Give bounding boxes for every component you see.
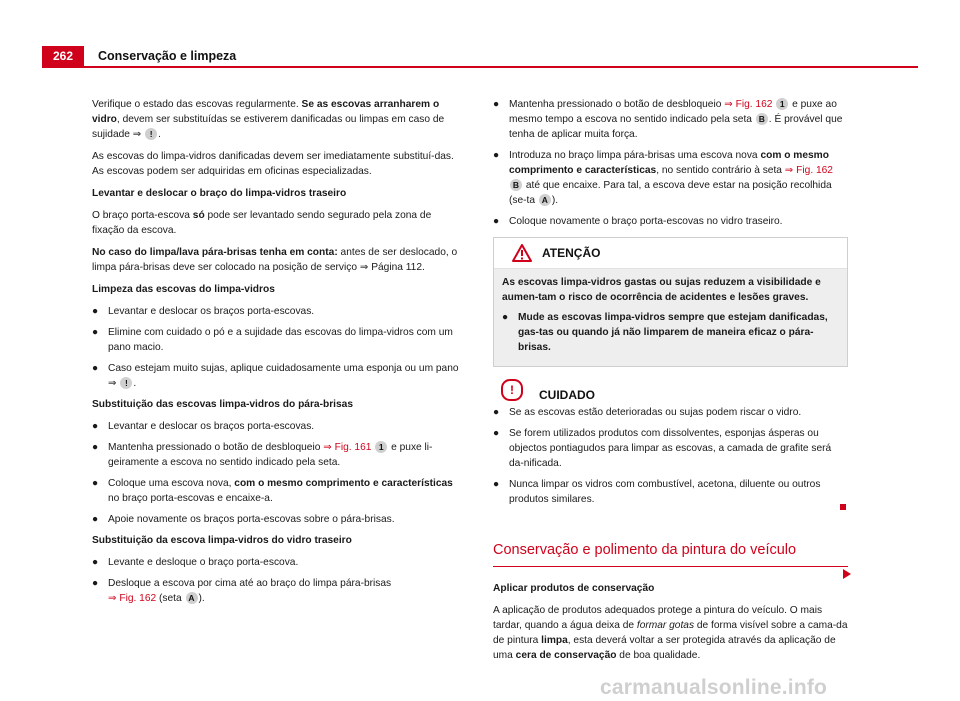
list-item: ● Levante e desloque o braço porta-escova.: [92, 557, 299, 568]
list-item: ● Levantar e deslocar os braços porta-escovas.: [92, 421, 315, 432]
caution-ref-icon[interactable]: !: [145, 128, 157, 140]
bullet-icon: ●: [493, 407, 500, 418]
warning-text: As escovas limpa-vidros gastas ou sujas reduzem a visibilidade e aumen-tam o risco de ocorrência de acidentes e lesões graves.: [502, 277, 821, 303]
bullet-icon: ●: [92, 421, 99, 432]
continue-arrow-icon: [843, 569, 851, 579]
bullet-icon: ●: [92, 557, 99, 568]
list-item: ● Coloque novamente o braço porta-escovas no vidro traseiro.: [493, 216, 783, 227]
list-item: ● Levantar e deslocar os braços porta-escovas.: [92, 306, 315, 317]
header-divider: [42, 66, 918, 68]
callout-letter: B: [510, 179, 522, 191]
paragraph: A aplicação de produtos adequados protege a pintura do veículo. O mais tardar, quando a água deixa de formar gotas de forma visível sobre a cama-da de pintura limpa, esta deverá voltar a ser protegida através da aplicação de uma cera de conservação de boa qualidade.: [493, 605, 848, 661]
bullet-icon: ●: [92, 514, 99, 525]
left-column: [92, 97, 464, 612]
list-item: ● Nunca limpar os vidros com combustível, acetona, diluente ou outros produtos similares.: [493, 479, 821, 505]
figure-link[interactable]: ⇒ Fig. 162: [784, 165, 833, 176]
paragraph: Verifique o estado das escovas regularmente. Se as escovas arranharem o vidro, devem ser substituídas se estiverem danificadas ou limpas em caso de sujidade ⇒ ! .: [92, 99, 445, 140]
bullet-icon: ●: [502, 312, 509, 323]
caution-icon: !: [501, 379, 523, 401]
caution-ref-icon[interactable]: !: [120, 377, 132, 389]
bullet-icon: ●: [92, 442, 99, 453]
warning-header: [494, 238, 847, 269]
caution-title: CUIDADO: [539, 388, 595, 402]
subheading: Aplicar produtos de conservação: [493, 583, 655, 594]
bullet-icon: ●: [92, 327, 99, 338]
caution-header: [493, 379, 848, 405]
page-header-title: Conservação e limpeza: [98, 49, 237, 63]
right-column: [493, 97, 848, 670]
bullet-icon: ●: [92, 363, 99, 374]
callout-number: 1: [375, 441, 387, 453]
bullet-icon: ●: [493, 150, 500, 161]
list-item: ● Elimine com cuidado o pó e a sujidade das escovas do limpa-vidros com um pano macio.: [92, 327, 453, 353]
paragraph: As escovas do limpa-vidros danificadas devem ser imediatamente substituí-das. As escovas podem ser adquiridas em oficinas especializadas.: [92, 151, 454, 177]
list-item: ● Apoie novamente os braços porta-escovas sobre o pára-brisas.: [92, 514, 395, 525]
list-item: ● Mantenha pressionado o botão de desbloqueio ⇒ Fig. 161 1 e puxe li-geiramente a escova no sentido indicado pela seta.: [92, 442, 433, 468]
watermark: carmanualsonline.info: [600, 676, 828, 699]
figure-link[interactable]: ⇒ Fig. 162: [724, 99, 773, 110]
callout-number: 1: [776, 98, 788, 110]
paragraph: No caso do limpa/lava pára-brisas tenha em conta: antes de ser deslocado, o limpa pára-brisas deve ser colocado na posição de serviço ⇒ Página 112.: [92, 247, 458, 273]
callout-letter: B: [756, 113, 768, 125]
warning-title: ATENÇÃO: [542, 246, 601, 260]
page-number: 262: [42, 46, 84, 66]
callout-letter: A: [539, 194, 551, 206]
paragraph: O braço porta-escova só pode ser levantado sendo segurado pela zona de fixação da escova.: [92, 210, 432, 236]
list-item: ● Mantenha pressionado o botão de desbloqueio ⇒ Fig. 162 1 e puxe ao mesmo tempo a escova no sentido indicado pela seta B . É provável que tenha de aplicar muita força.: [493, 99, 843, 140]
list-item: ● Se as escovas estão deterioradas ou sujas podem riscar o vidro.: [493, 407, 802, 418]
list-item: ● Coloque uma escova nova, com o mesmo comprimento e características no braço porta-escovas e encaixe-a.: [92, 478, 453, 504]
subheading: Limpeza das escovas do limpa-vidros: [92, 284, 275, 295]
list-item: ● Introduza no braço limpa pára-brisas uma escova nova com o mesmo comprimento e características, no sentido contrário à seta ⇒ Fig. 162 B até que encaixe. Para tal, a escova deve estar na posição recolhida (se-ta A ).: [493, 150, 833, 206]
bullet-icon: ●: [92, 578, 99, 589]
bullet-icon: ●: [493, 428, 500, 439]
list-item: ● Mude as escovas limpa-vidros sempre que estejam danificadas, gas-tas ou quando já não limparem de maneira eficaz o pára-brisas.: [502, 312, 828, 353]
list-item: ● Desloque a escova por cima até ao braço do limpa pára-brisas ⇒ Fig. 162 (seta A ).: [92, 578, 392, 604]
bullet-icon: ●: [493, 216, 500, 227]
warning-triangle-icon: [512, 244, 532, 262]
bullet-icon: ●: [493, 479, 500, 490]
subheading: Substituição das escovas limpa-vidros do pára-brisas: [92, 399, 353, 410]
callout-letter: A: [186, 592, 198, 604]
list-item: ● Caso estejam muito sujas, aplique cuidadosamente uma esponja ou um pano ⇒ ! .: [92, 363, 459, 389]
warning-body: [494, 269, 847, 366]
warning-box: [493, 237, 848, 367]
figure-link[interactable]: ⇒ Fig. 162: [108, 593, 157, 604]
bullet-icon: ●: [493, 99, 500, 110]
section-title: Conservação e polimento da pintura do veículo: [493, 540, 848, 567]
subheading: Levantar e deslocar o braço do limpa-vidros traseiro: [92, 188, 347, 199]
subheading: Substituição da escova limpa-vidros do vidro traseiro: [92, 535, 352, 546]
bullet-icon: ●: [92, 306, 99, 317]
figure-link[interactable]: ⇒ Fig. 161: [323, 442, 372, 453]
list-item: ● Se forem utilizados produtos com dissolventes, esponjas ásperas ou objectos pontiagudos para limpar as escovas, a camada de grafite será da-nificada.: [493, 428, 832, 469]
bullet-icon: ●: [92, 478, 99, 489]
